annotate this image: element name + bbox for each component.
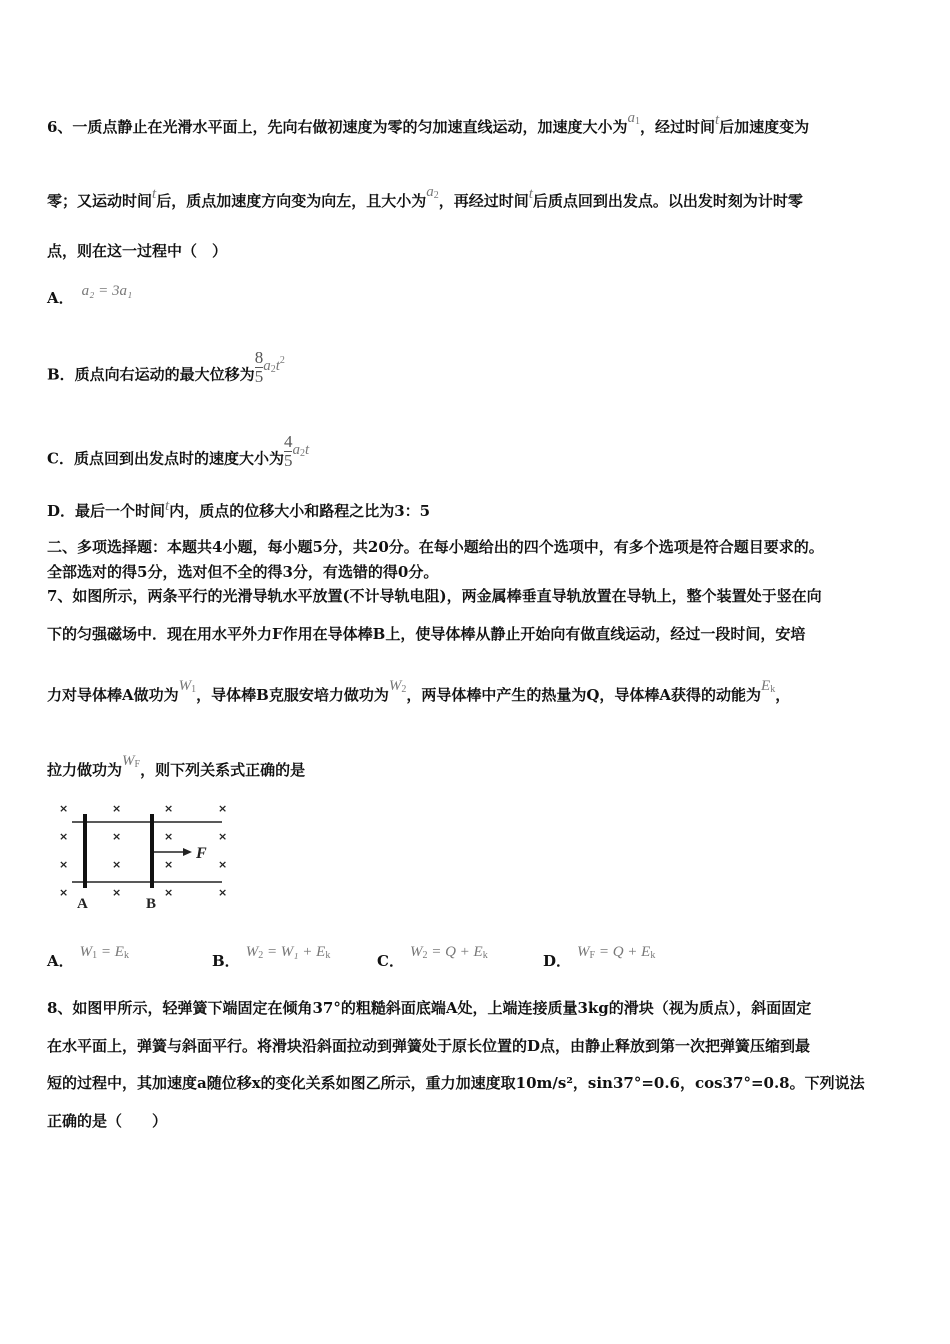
math-ek: $E_k$ bbox=[761, 678, 776, 695]
option-label: C． bbox=[377, 952, 404, 970]
svg-text:×: × bbox=[59, 830, 69, 843]
math-a2t: $a_2t$ bbox=[292, 441, 310, 459]
math-a2t2: $a_2t^2$ bbox=[263, 354, 285, 375]
svg-text:×: × bbox=[112, 802, 122, 815]
section2-line-1: 二、多项选择题：本题共4小题，每小题5分，共20分。在每小题给出的四个选项中，有多个选项是符合题目要求的。 bbox=[47, 538, 824, 556]
label-b: B bbox=[146, 896, 157, 912]
option-label: C．质点回到出发点时的速度大小为 bbox=[47, 449, 284, 468]
q6-option-b bbox=[47, 348, 285, 394]
svg-text:×: × bbox=[164, 830, 174, 843]
math-w1: $W_1$ bbox=[178, 678, 197, 695]
expr-lhs: W bbox=[577, 944, 590, 960]
math-expr: a₂ = 3a₁ bbox=[81, 283, 133, 299]
q6-text-2b: 后，质点加速度方向变为向左，且大小为 bbox=[156, 192, 427, 210]
q6-option-c bbox=[47, 432, 310, 478]
svg-text:×: × bbox=[112, 858, 122, 871]
expr-lhs: W bbox=[79, 944, 93, 960]
expr-rhs-sub: k bbox=[482, 950, 488, 961]
option-label: B． bbox=[212, 952, 240, 970]
q7-option-a bbox=[47, 944, 129, 971]
svg-text:×: × bbox=[59, 858, 69, 871]
q7-line-3 bbox=[47, 678, 791, 705]
label-a: A bbox=[77, 896, 88, 912]
q6-option-d-text-a: D．最后一个时间 bbox=[47, 502, 166, 520]
fraction bbox=[255, 349, 264, 386]
expr-rhs-sub: k bbox=[325, 950, 331, 961]
math-wf: $W_F$ bbox=[122, 753, 141, 770]
label-f: F bbox=[196, 845, 207, 862]
expr-rhs: = Q + E bbox=[427, 944, 483, 960]
q7-option-c bbox=[377, 944, 488, 971]
q8-line-2: 在水平面上，弹簧与斜面平行。将滑块沿斜面拉动到弹簧处于原长位置的D点，由静止释放到第一次把弹簧压缩到最 bbox=[47, 1037, 811, 1055]
expr-lhs: W bbox=[245, 944, 259, 960]
q7-option-b bbox=[212, 944, 331, 971]
q7-text-3d: ， bbox=[775, 686, 791, 704]
svg-text:×: × bbox=[59, 802, 69, 815]
q6-option-d-text-b: 内，质点的位移大小和路程之比为3：5 bbox=[169, 502, 431, 520]
svg-text:×: × bbox=[112, 886, 122, 899]
expr-lhs-sub: 1 bbox=[92, 950, 98, 961]
math-expr bbox=[410, 944, 488, 960]
expr-lhs-sub: 2 bbox=[258, 950, 264, 961]
q6-text-2d: 后质点回到出发点。以出发时刻为计时零 bbox=[532, 192, 803, 210]
math-expr bbox=[80, 944, 129, 960]
q7-text-4a: 拉力做功为 bbox=[47, 761, 123, 779]
option-label: A． bbox=[47, 952, 74, 970]
math-t: t bbox=[165, 498, 170, 514]
option-label: D． bbox=[543, 952, 572, 970]
expr-lhs-sub: 2 bbox=[422, 950, 428, 961]
q8-line-1: 8、如图甲所示，轻弹簧下端固定在倾角37°的粗糙斜面底端A处，上端连接质量3kg的滑块（视为质点），斜面固定 bbox=[47, 999, 812, 1017]
math-w2: $W_2$ bbox=[388, 678, 407, 695]
math-t: t bbox=[528, 186, 533, 202]
q6-text-2c: ，再经过时间 bbox=[438, 192, 529, 210]
fraction-denominator: 5 bbox=[283, 451, 293, 470]
math-expr bbox=[246, 944, 331, 960]
q7-option-d bbox=[543, 944, 656, 971]
expr-rhs: = E bbox=[97, 944, 124, 960]
force-arrow-head bbox=[183, 848, 192, 856]
option-label: B．质点向右运动的最大位移为 bbox=[47, 365, 255, 384]
q6-text-1: 6、一质点静止在光滑水平面上，先向右做初速度为零的匀加速直线运动，加速度大小为 bbox=[47, 118, 628, 136]
q8-line-3: 短的过程中，其加速度a随位移x的变化关系如图乙所示，重力加速度取10m/s²，sin37°=0.6，cos37°=0.8。下列说法 bbox=[47, 1074, 865, 1092]
q6-option-d bbox=[47, 500, 430, 521]
expr-rhs-sub: k bbox=[650, 950, 656, 961]
q7-line-1: 7、如图所示，两条平行的光滑导轨水平放置(不计导轨电阻)，两金属棒垂直导轨放置在导轨上，整个装置处于竖在向 bbox=[47, 587, 822, 605]
math-expr bbox=[577, 944, 655, 960]
math-t: t bbox=[152, 186, 157, 202]
math-t: t bbox=[714, 112, 720, 128]
math-a1: $a_1$ bbox=[627, 110, 640, 127]
q7-line-4 bbox=[47, 753, 306, 780]
fraction-numerator: 8 bbox=[254, 348, 264, 367]
section2-line-2: 全部选对的得5分，选对但不全的得3分，有选错的得0分。 bbox=[47, 563, 439, 581]
svg-text:×: × bbox=[164, 886, 174, 899]
svg-text:×: × bbox=[218, 886, 228, 899]
expr-rhs-sub: k bbox=[123, 950, 129, 961]
fraction-numerator: 4 bbox=[283, 432, 293, 451]
q7-text-3a: 力对导体棒A做功为 bbox=[47, 686, 179, 704]
q6-text-1b: ，经过时间 bbox=[639, 118, 715, 136]
expr-lhs-sub: F bbox=[589, 950, 596, 961]
q6-text-2a: 零；又运动时间 bbox=[47, 192, 153, 210]
svg-text:×: × bbox=[59, 886, 69, 899]
fraction-denominator: 5 bbox=[254, 367, 264, 386]
q7-text-3c: ，两导体棒中产生的热量为Q，导体棒A获得的动能为 bbox=[406, 686, 762, 704]
svg-text:×: × bbox=[164, 802, 174, 815]
option-label: A． bbox=[47, 289, 74, 307]
expr-rhs: = Q + E bbox=[595, 944, 651, 960]
q7-text-3b: ，导体棒B克服安培力做功为 bbox=[196, 686, 389, 704]
svg-text:×: × bbox=[218, 830, 228, 843]
q6-option-a bbox=[47, 283, 133, 308]
math-a2: $a_2$ bbox=[426, 184, 439, 201]
expr-rhs: = W₁ + E bbox=[263, 944, 326, 960]
q6-text-1c: 后加速度变为 bbox=[719, 118, 810, 136]
svg-text:×: × bbox=[218, 858, 228, 871]
q6-line-1 bbox=[47, 110, 810, 137]
q6-line-2 bbox=[47, 184, 803, 211]
svg-text:×: × bbox=[112, 830, 122, 843]
q6-line-3: 点，则在这一过程中（ ） bbox=[47, 242, 228, 260]
q7-line-2: 下的匀强磁场中．现在用水平外力F作用在导体棒B上，使导体棒从静止开始向有做直线运动，经过一段时间，安培 bbox=[47, 625, 806, 643]
q7-text-4b: ，则下列关系式正确的是 bbox=[140, 761, 306, 779]
svg-text:×: × bbox=[218, 802, 228, 815]
svg-text:×: × bbox=[164, 858, 174, 871]
q8-line-4: 正确的是（ ） bbox=[47, 1112, 168, 1130]
q7-rail-diagram bbox=[52, 800, 242, 915]
expr-lhs: W bbox=[409, 944, 423, 960]
